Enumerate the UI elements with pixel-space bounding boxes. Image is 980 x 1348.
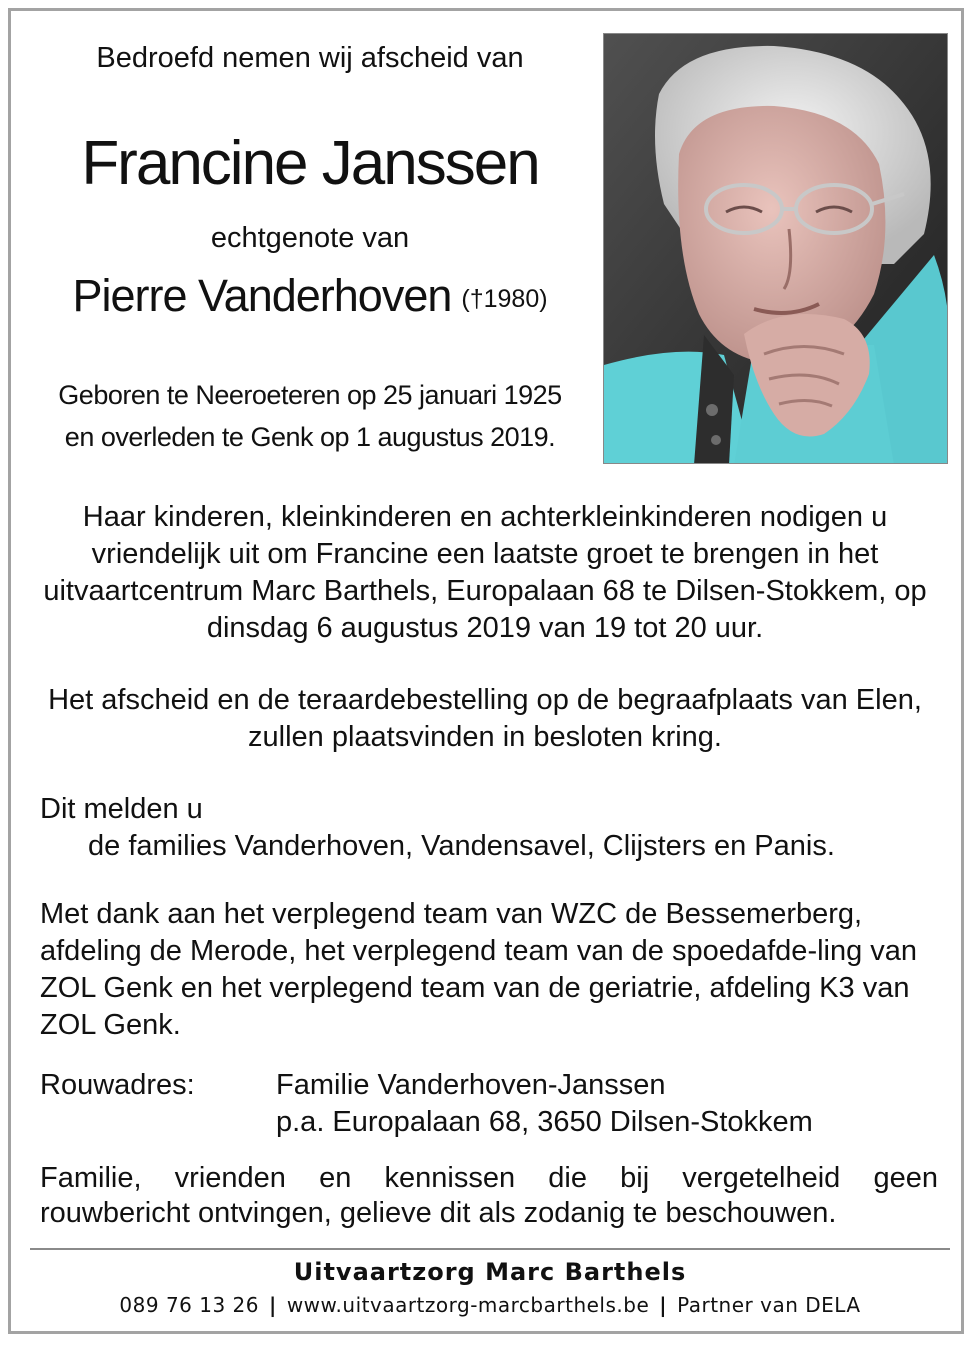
portrait-illustration xyxy=(604,34,948,464)
announced-by-families: de families Vanderhoven, Vandensavel, Clijsters en Panis. xyxy=(88,830,835,862)
website-link[interactable]: www.uitvaartzorg-marcbarthels.be xyxy=(286,1293,650,1317)
mourning-address-line2: p.a. Europalaan 68, 3650 Dilsen-Stokkem xyxy=(276,1106,813,1138)
closing-line2: rouwbericht ontvingen, gelieve dit als zodanig te beschouwen. xyxy=(40,1197,837,1229)
separator-1: | xyxy=(269,1293,277,1317)
birth-line: Geboren te Neeroeteren op 25 januari 1925 xyxy=(58,380,562,410)
mourning-address-label: Rouwadres: xyxy=(40,1069,195,1101)
intro-text: Bedroefd nemen wij afscheid van xyxy=(96,42,524,74)
contact-line xyxy=(30,1293,950,1317)
spouse-death-year: (†1980) xyxy=(461,285,548,313)
partner-text: Partner van DELA xyxy=(677,1293,861,1317)
burial-paragraph: Het afscheid en de teraardebestelling op de begraafplaats van Elen, zullen plaatsvinden in besloten kring. xyxy=(48,684,922,753)
separator-2: | xyxy=(659,1293,668,1317)
death-line: en overleden te Genk op 1 augustus 2019. xyxy=(64,422,556,452)
closing-line1: Familie, vrienden en kennissen die bij vergetelheid geen xyxy=(40,1162,938,1194)
visitation-paragraph: Haar kinderen, kleinkinderen en achterkleinkinderen nodigen u vriendelijk uit om Francine een laatste groet te brengen in het uitvaartcentrum Marc Barthels, Europalaan 68 te Dilsen-Stokkem, op dinsdag 6 augustus 2019 van 19 tot 20 uur. xyxy=(43,501,927,644)
portrait-photo xyxy=(603,33,948,464)
footer-divider xyxy=(30,1248,950,1250)
thanks-paragraph: Met dank aan het verplegend team van WZC de Bessemerberg, afdeling de Merode, het verplegend team van de spoedafde-ling van ZOL Genk en het verplegend team van de geriatrie, afdeling K3 van ZOL Genk. xyxy=(40,898,918,1041)
mourning-address-line1: Familie Vanderhoven-Janssen xyxy=(276,1069,666,1101)
phone-number: 089 76 13 26 xyxy=(119,1293,259,1317)
company-name: Uitvaartzorg Marc Barthels xyxy=(293,1258,687,1286)
spouse-line xyxy=(30,270,590,322)
spouse-name: Pierre Vanderhoven xyxy=(72,270,452,321)
announced-by-label: Dit melden u xyxy=(40,793,203,825)
deceased-name: Francine Janssen xyxy=(81,129,539,198)
spouse-relation: echtgenote van xyxy=(210,222,410,254)
